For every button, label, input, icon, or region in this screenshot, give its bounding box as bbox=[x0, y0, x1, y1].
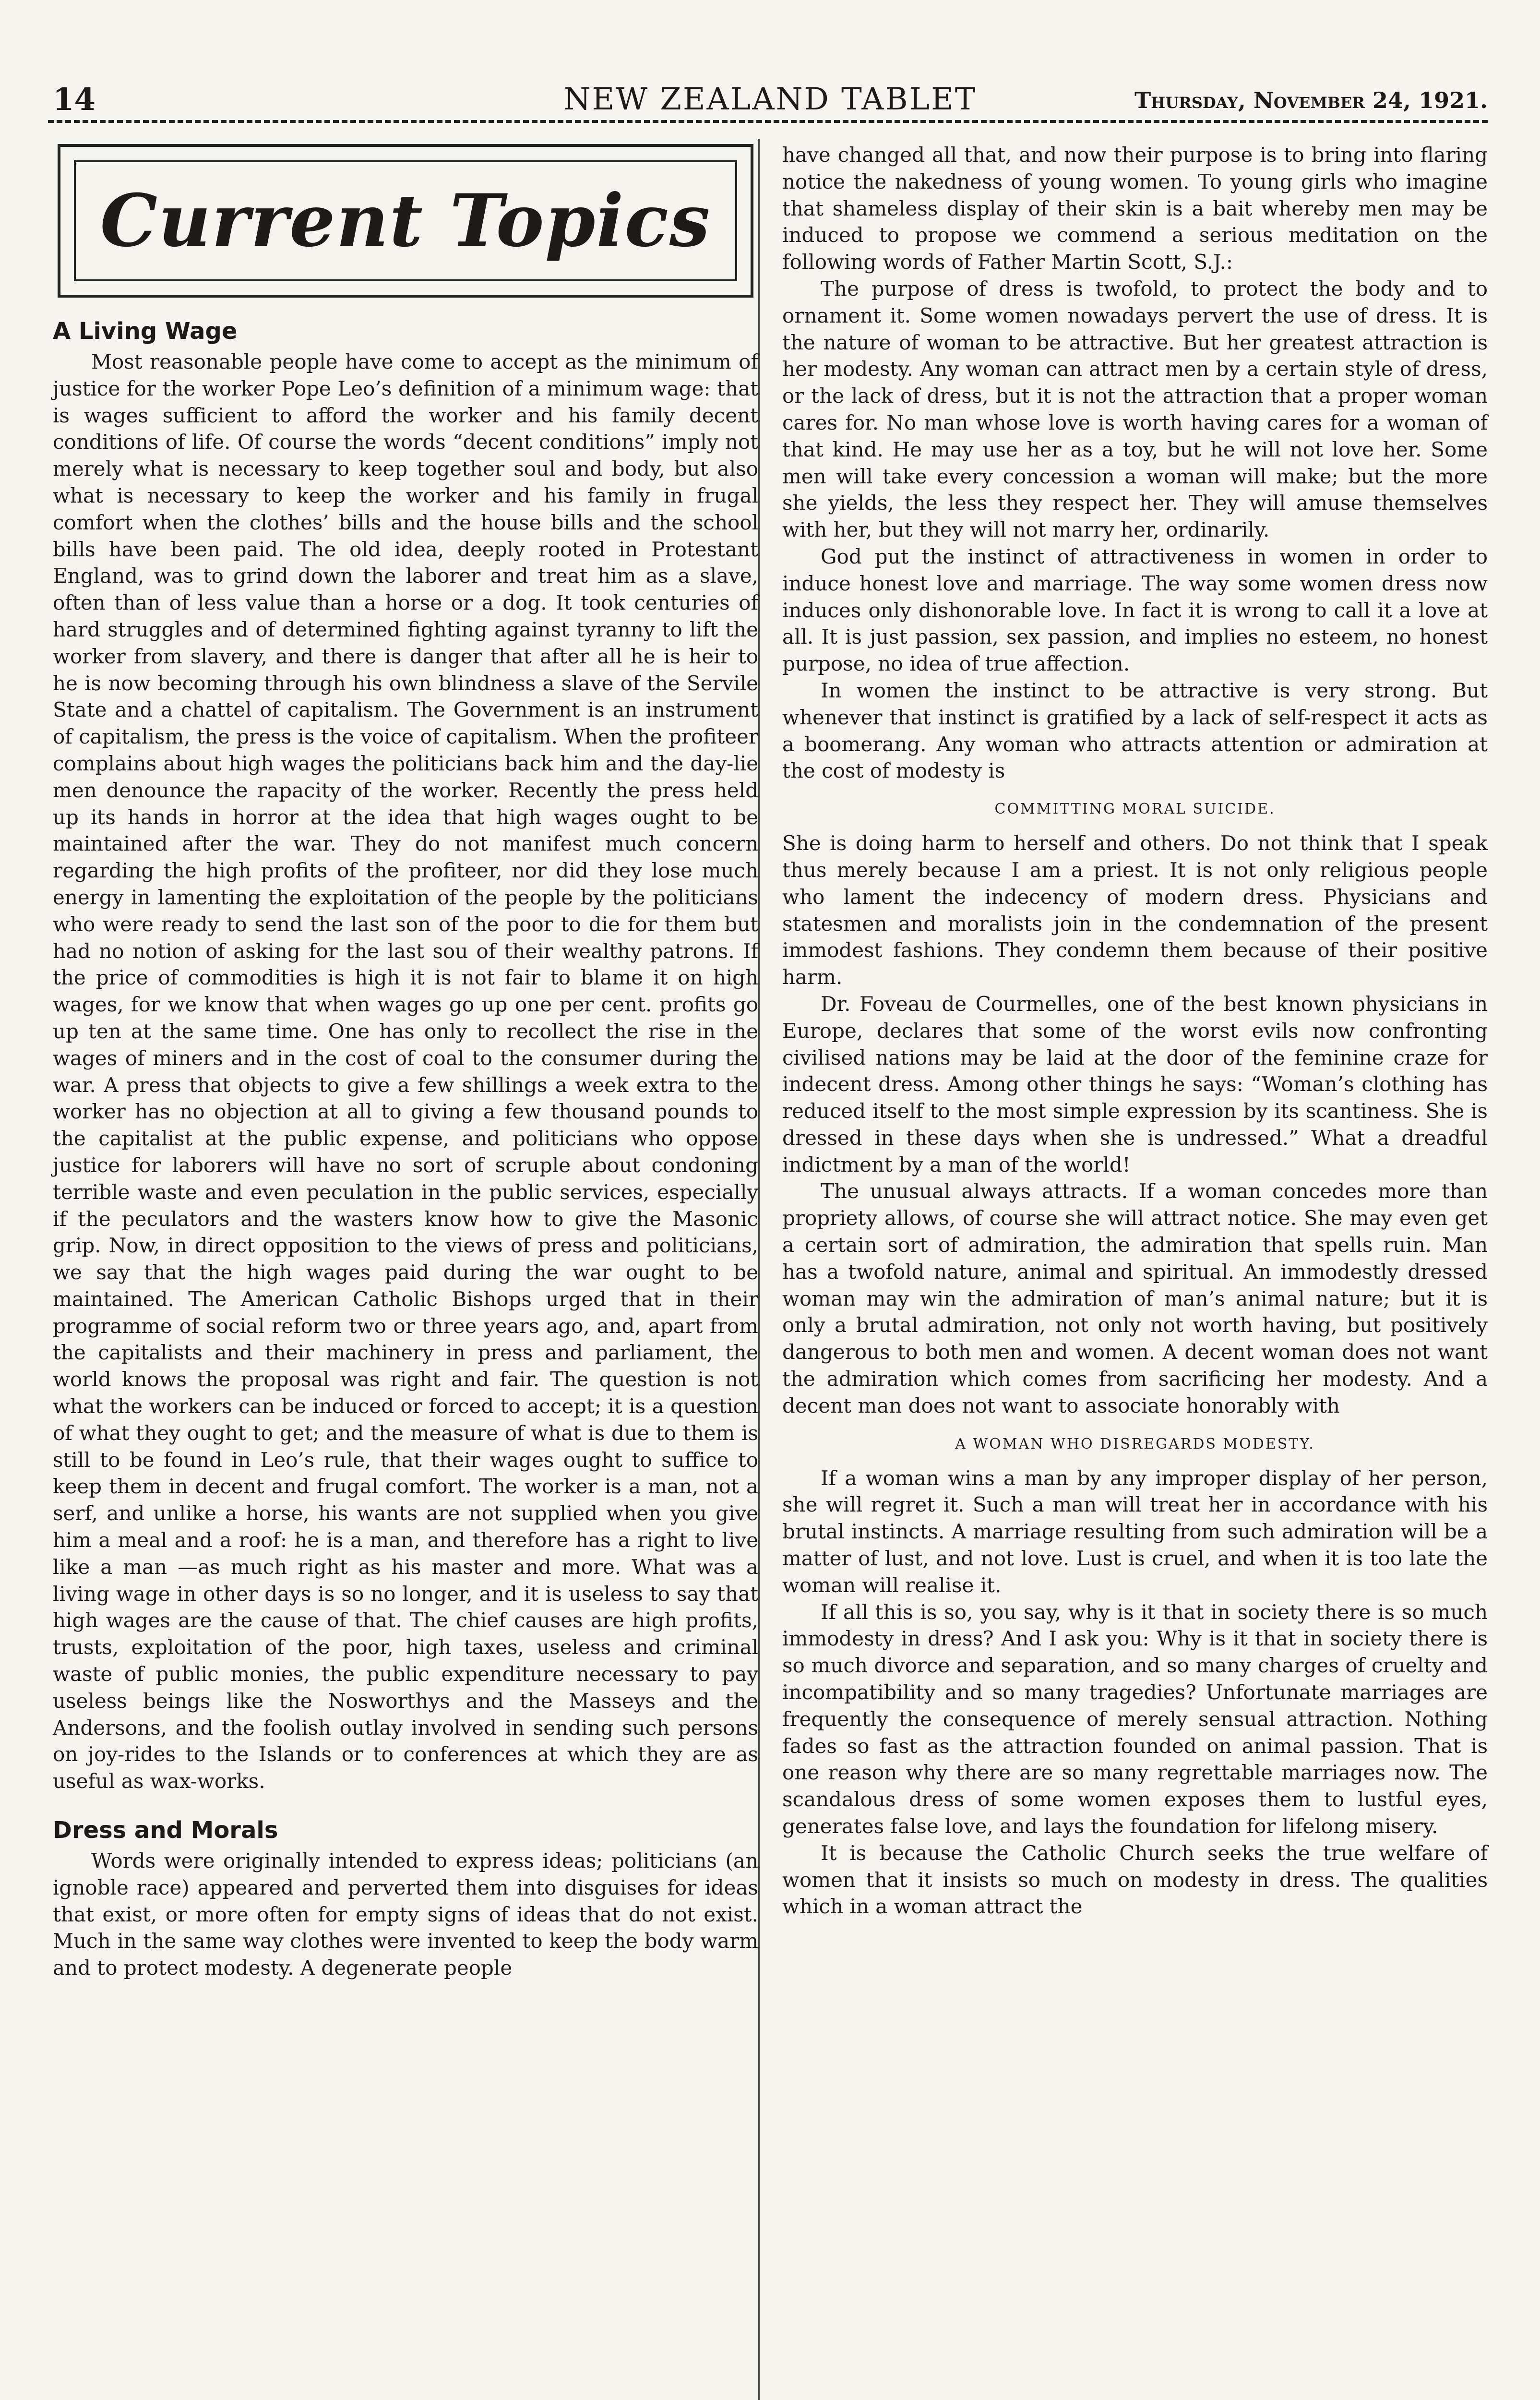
article-body-dress-morals-right bbox=[782, 142, 1488, 784]
paragraph: The unusual always attracts. If a woman concedes more than propriety allows, of course she will attract notice. She may even get a certain sort of admiration, the admiration that spells ruin. Man has a twofold nature, animal and spiritual. An immodestly dressed woman may win the admiration of man’s animal nature; but it is only a brutal admiration, not only not worth having, but positively dangerous to both men and women. A decent woman does not want the admiration which comes from sacrificing her modesty. And a decent man does not want to associate honorably with bbox=[782, 1179, 1488, 1417]
left-column bbox=[53, 142, 758, 1981]
column-rule bbox=[758, 139, 760, 2400]
subheading-moral-suicide: COMMITTING MORAL SUICIDE. bbox=[994, 801, 1276, 818]
article-heading-dress-morals: Dress and Morals bbox=[53, 1817, 278, 1844]
section-banner bbox=[58, 144, 753, 298]
issue-date: Thursday, November 24, 1921. bbox=[1134, 87, 1488, 113]
section-title: Current Topics bbox=[100, 179, 711, 263]
article-body-dress-morals-right-2 bbox=[782, 830, 1488, 1419]
header-rule bbox=[48, 120, 1488, 123]
paragraph: God put the instinct of attractiveness in women in order to induce honest love and marriage. The way some women dress now induces only dishonorable love. In fact it is wrong to call it a love at all. It is just passion, sex passion, and implies no esteem, no honest purpose, no idea of true affection. bbox=[782, 544, 1488, 676]
article-heading-living-wage: A Living Wage bbox=[53, 318, 238, 345]
page-number: 14 bbox=[53, 82, 96, 118]
spacer bbox=[53, 1795, 758, 1816]
right-column bbox=[782, 142, 1488, 1920]
masthead: NEW ZEALAND TABLET bbox=[563, 82, 977, 117]
article-body-dress-morals-left bbox=[53, 1848, 758, 1981]
article-body-dress-morals-right-3 bbox=[782, 1465, 1488, 1920]
paragraph: If a woman wins a man by any improper display of her person, she will regret it. Such a man will treat her in accordance with his brutal instincts. A marriage resulting from such admiration will be a matter of lust, and not love. Lust is cruel, and when it is too late the woman will realise it. bbox=[782, 1466, 1488, 1597]
paragraph: Most reasonable people have come to accept as the minimum of justice for the worker Pope Leo’s definition of a minimum wage: that is wages sufficient to afford the worker and his family decent conditions of life. Of course the words “decent conditions” imply not merely what is necessary to keep together soul and body, but also what is necessary to keep the worker and his family in frugal comfort when the clothes’ bills and the house bills and the school bills have been paid. The old idea, deeply rooted in Protestant England, was to grind down the laborer and treat him as a slave, often than of less value than a horse or a dog. It took centuries of hard struggles and of determined fighting against tyranny to lift the worker from slavery, and there is danger that after all he is heir to he is now becoming through his own blindness a slave of the Servile State and a chattel of capitalism. The Government is an instrument of capitalism, the press is the voice of capitalism. When the profiteer complains about high wages the politicians back him and the day-lie men denounce the rapacity of the worker. Recently the press held up its hands in horror at the idea that high wages ought to be maintained after the war. They do not manifest much concern regarding the high profits of the profiteer, nor did they lose much energy in lamenting the exploitation of the people by the politicians who were ready to send the last son of the poor to die for them but had no notion of asking for the last sou of their wealthy patrons. If the price of commodities is high it is not fair to blame it on high wages, for we know that when wages go up one per cent. profits go up ten at the same time. One has only to recollect the rise in the wages of miners and in the cost of coal to the consumer during the war. A press that objects to give a few shillings a week extra to the worker has no objection at all to giving a few thousand pounds to the capitalist at the public expense, and politicians who oppose justice for laborers will have no sort of scruple about condoning terrible waste and even peculation in the public services, especially if the peculators and the wasters know how to give the Masonic grip. Now, in direct opposition to the views of press and politicians, we say that the high wages paid during the war ought to be maintained. The American Catholic Bishops urged that in their programme of social reform two or three years ago, and, apart from the capitalists and their machinery in press and parliament, the world knows the proposal was right and fair. The question is not what the workers can be induced or forced to accept; it is a question of what they ought to get; and the measure of what is due to them is still to be found in Leo’s rule, that their wages ought to suffice to keep them in decent and frugal comfort. The worker is a man, not a serf, and unlike a horse, his wants are not supplied when you give him a meal and a roof: he is a man, and therefore has a right to live like a man —as much right as his master and more. What was a living wage in other days is so no longer, and it is useless to say that high wages are the cause of that. The chief causes are high profits, trusts, exploitation of the poor, high taxes, useless and criminal waste of public monies, the public expenditure necessary to pay useless beings like the Nosworthys and the Masseys and the Andersons, and the foolish outlay involved in sending such persons on joy-rides to the Islands or to conferences at which they are as useful as wax-works. bbox=[53, 350, 758, 1793]
subheading-disregards-modesty: A WOMAN WHO DISREGARDS MODESTY. bbox=[955, 1435, 1315, 1452]
article-body-living-wage bbox=[53, 348, 758, 1795]
paragraph: It is because the Catholic Church seeks the true welfare of women that it insists so much on modesty in dress. The qualities which in a woman attract the bbox=[782, 1841, 1488, 1919]
paragraph: In women the instinct to be attractive is very strong. But whenever that instinct is gratified by a lack of self-respect it acts as a boomerang. Any woman who attracts attention or admiration at the cost of modesty is bbox=[782, 678, 1488, 783]
page-header bbox=[53, 77, 1488, 120]
paragraph: The purpose of dress is twofold, to protect the body and to ornament it. Some women nowadays pervert the use of dress. It is the nature of woman to be attractive. But her greatest attraction is her modesty. Any woman can attract men by a certain style of dress, or the lack of dress, but it is not the attraction that a proper woman cares for. No man whose love is worth having cares for a woman of that kind. He may use her as a toy, but he will not love her. Some men will take every concession a woman will make; but the more she yields, the less they respect her. They will amuse themselves with her, but they will not marry her, ordinarily. bbox=[782, 276, 1488, 542]
paragraph: Words were originally intended to express ideas; politicians (an ignoble race) appeared and perverted them into disguises for ideas that exist, or more often for empty signs of ideas that do not exist. Much in the same way clothes were invented to keep the body warm and to protect modesty. A degenerate people bbox=[53, 1849, 758, 1980]
paragraph: have changed all that, and now their purpose is to bring into flaring notice the nakedness of young women. To young girls who imagine that shameless display of their skin is a bait whereby men may be induced to propose we commend a serious meditation on the following words of Father Martin Scott, S.J.: bbox=[782, 143, 1488, 274]
paragraph: Dr. Foveau de Courmelles, one of the best known physicians in Europe, declares that some of the worst evils now confronting civilised nations may be laid at the door of the feminine craze for indecent dress. Among other things he says: “Woman’s clothing has reduced itself to the most simple expression by its scantiness. She is dressed in these days when she is undressed.” What a dreadful indictment by a man of the world! bbox=[782, 992, 1488, 1176]
paragraph: She is doing harm to herself and others. Do not think that I speak thus merely because I am a priest. It is not only religious people who lament the indecency of modern dress. Physicians and statesmen and moralists join in the condemnation of the present immodest fashions. They condemn them because of their positive harm. bbox=[782, 831, 1488, 989]
paragraph: If all this is so, you say, why is it that in society there is so much immodesty in dress? And I ask you: Why is it that in society there is so much divorce and separation, and so many charges of cruelty and incompatibility and so many tragedies? Unfortunate marriages are frequently the consequence of merely sensual attraction. Nothing fades so fast as the attraction founded on animal passion. That is one reason why there are so many regrettable marriages now. The scandalous dress of some women exposes them to lustful eyes, generates false love, and lays the foundation for lifelong misery. bbox=[782, 1600, 1488, 1838]
section-banner-inner bbox=[74, 160, 737, 281]
